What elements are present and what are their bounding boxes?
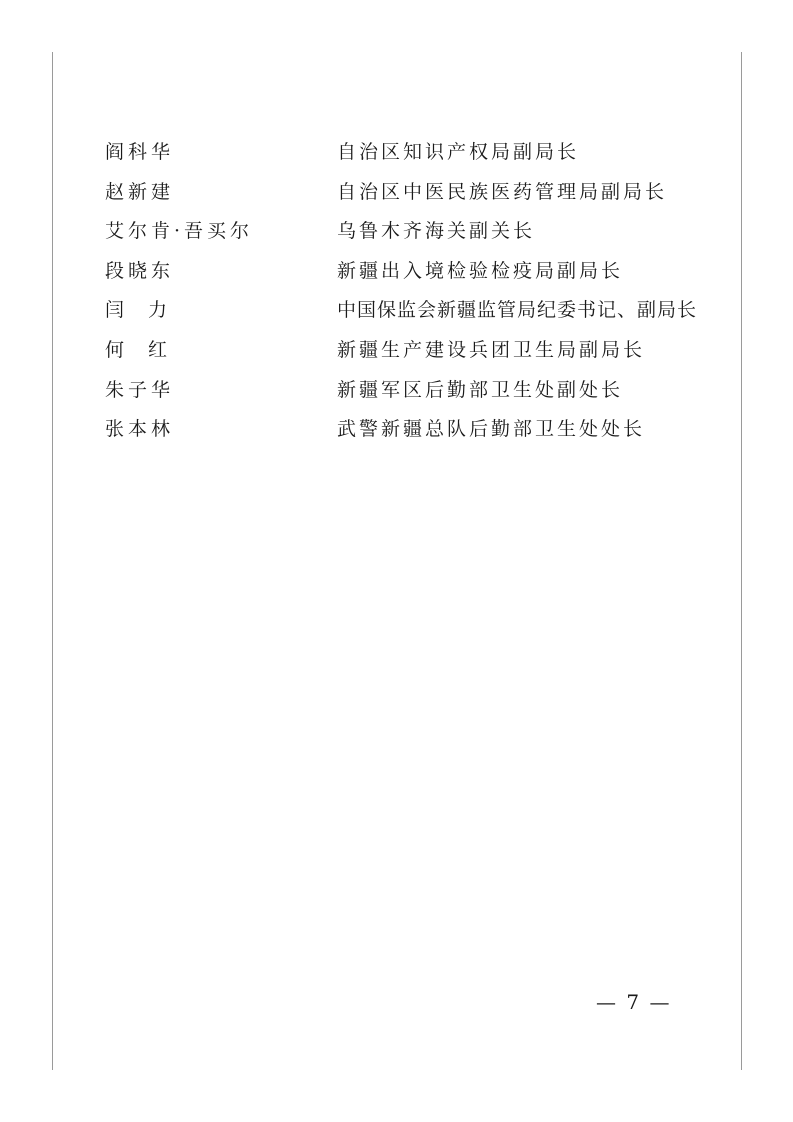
- roster-row: [105, 331, 705, 371]
- member-title: 新疆军区后勤部卫生处副处长: [337, 378, 624, 401]
- member-name: 何红: [105, 338, 192, 361]
- member-name: 赵新建: [105, 180, 175, 203]
- member-title: 乌鲁木齐海关副关长: [337, 220, 536, 243]
- roster-row: [105, 133, 705, 173]
- roster-row: [105, 173, 705, 213]
- member-name: 艾尔肯·吾买尔: [105, 220, 254, 243]
- page-number: — 7 —: [596, 990, 672, 1014]
- right-margin-line: [741, 52, 742, 1070]
- member-name: 段晓东: [105, 259, 175, 282]
- left-margin-line: [52, 52, 53, 1070]
- member-name: 朱子华: [105, 378, 175, 401]
- roster-row: [105, 410, 705, 450]
- member-title: 中国保监会新疆监管局纪委书记、副局长: [337, 299, 698, 322]
- roster-row: [105, 291, 705, 331]
- member-name: 张本林: [105, 418, 175, 441]
- member-name: 闫力: [105, 299, 192, 322]
- member-title: 新疆生产建设兵团卫生局副局长: [337, 338, 646, 361]
- member-title: 自治区知识产权局副局长: [337, 141, 580, 163]
- roster-row: [105, 212, 705, 252]
- member-title: 自治区中医民族医药管理局副局长: [337, 180, 668, 203]
- member-roster: [105, 133, 705, 450]
- roster-row: [105, 252, 705, 292]
- member-title: 新疆出入境检验检疫局副局长: [337, 259, 624, 282]
- member-name: 阎科华: [105, 141, 175, 163]
- roster-row: [105, 371, 705, 411]
- member-title: 武警新疆总队后勤部卫生处处长: [337, 418, 646, 441]
